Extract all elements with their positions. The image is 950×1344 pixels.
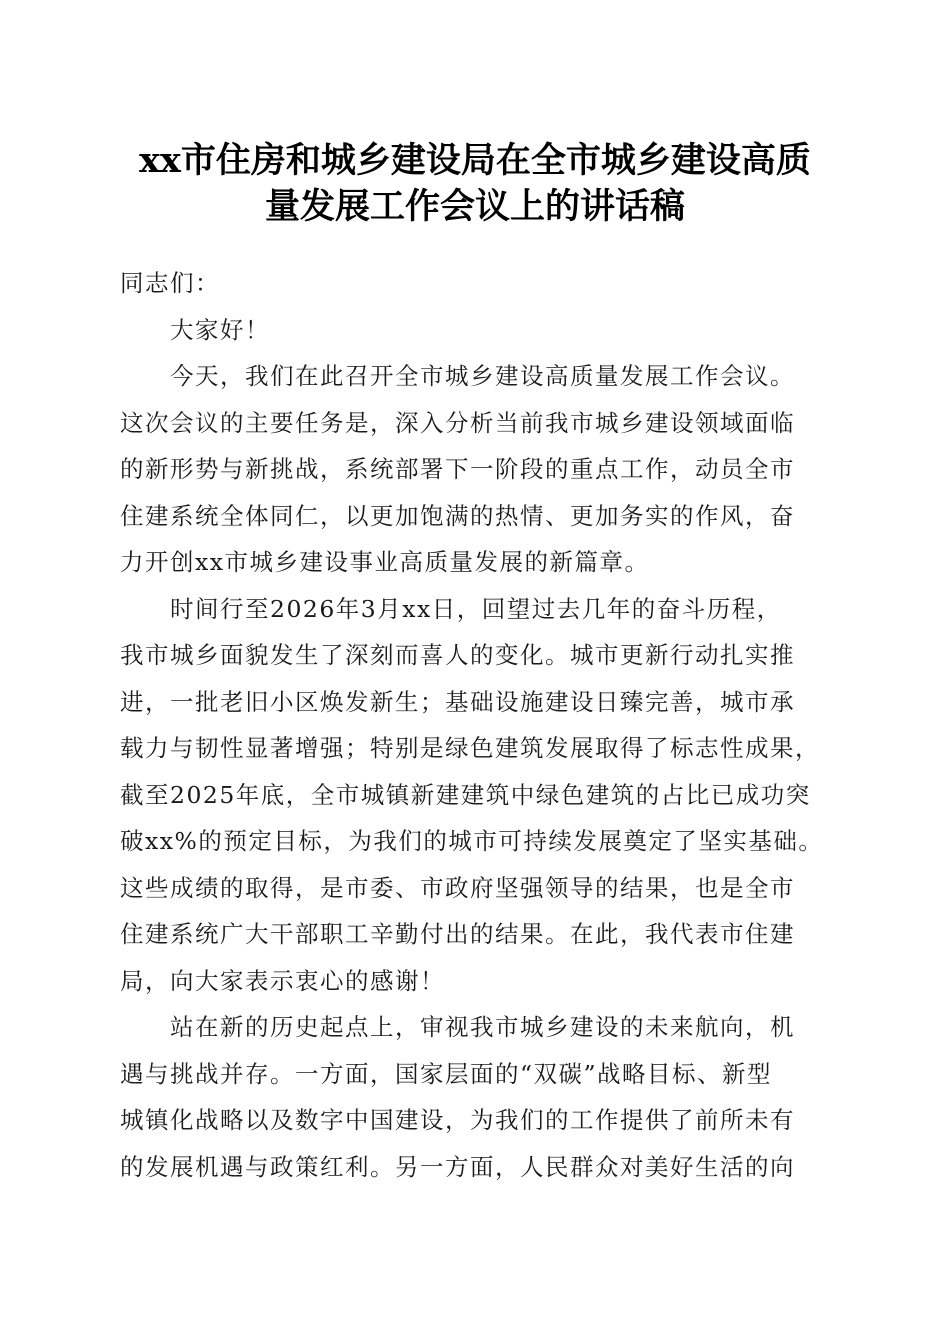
paragraph-line: 局，向大家表示衷心的感谢！ — [120, 966, 445, 995]
document-body — [120, 260, 832, 1190]
paragraph-line: 城镇化战略以及数字中国建设，为我们的工作提供了前所未有 — [120, 1106, 795, 1134]
paragraph-line: 的新形势与新挑战，系统部署下一阶段的重点工作，动员全市 — [120, 455, 795, 483]
paragraph-line: 站在新的历史起点上，审视我市城乡建设的未来航向，机 — [170, 1013, 795, 1041]
paragraph-line: 这些成绩的取得，是市委、市政府坚强领导的结果，也是全市 — [120, 873, 795, 902]
salutation: 同志们： — [120, 269, 220, 297]
paragraph-line: 今天，我们在此召开全市城乡建设高质量发展工作会议。 — [170, 362, 795, 390]
paragraph-line: 时间行至2026年3月xx日，回望过去几年的奋斗历程， — [170, 594, 782, 623]
paragraph-line: 遇与挑战并存。一方面，国家层面的“双碳”战略目标、新型 — [120, 1059, 773, 1088]
paragraph-review — [120, 586, 832, 1005]
paragraph-line: 住建系统全体同仁，以更加饱满的热情、更加务实的作风，奋 — [120, 501, 795, 530]
paragraph-line: 载力与韧性显著增强；特别是绿色建筑发展取得了标志性成果， — [120, 734, 820, 762]
paragraph-line: 住建系统广大干部职工辛勤付出的结果。在此，我代表市住建 — [120, 920, 795, 948]
paragraph-line: 的发展机遇与政策红利。另一方面，人民群众对美好生活的向 — [120, 1152, 795, 1181]
paragraph-line: 截至2025年底，全市城镇新建建筑中绿色建筑的占比已成功突 — [120, 780, 811, 809]
title-line: xx市住房和城乡建设局在全市城乡建设高质 — [139, 140, 811, 181]
document-title — [100, 138, 850, 230]
paragraph-opening — [120, 353, 832, 586]
paragraph-line: 这次会议的主要任务是，深入分析当前我市城乡建设领域面临 — [120, 408, 795, 437]
greeting: 大家好！ — [170, 315, 270, 344]
paragraph-outlook — [120, 1004, 832, 1190]
paragraph-line: 力开创xx市城乡建设事业高质量发展的新篇章。 — [120, 548, 650, 576]
title-line: 量发展工作会议上的讲话稿 — [264, 186, 685, 227]
paragraph-line: 进，一批老旧小区焕发新生；基础设施建设日臻完善，城市承 — [120, 687, 795, 716]
paragraph-line: 破xx%的预定目标，为我们的城市可持续发展奠定了坚实基础。 — [120, 827, 824, 855]
paragraph-line: 我市城乡面貌发生了深刻而喜人的变化。城市更新行动扎实推 — [120, 641, 795, 669]
